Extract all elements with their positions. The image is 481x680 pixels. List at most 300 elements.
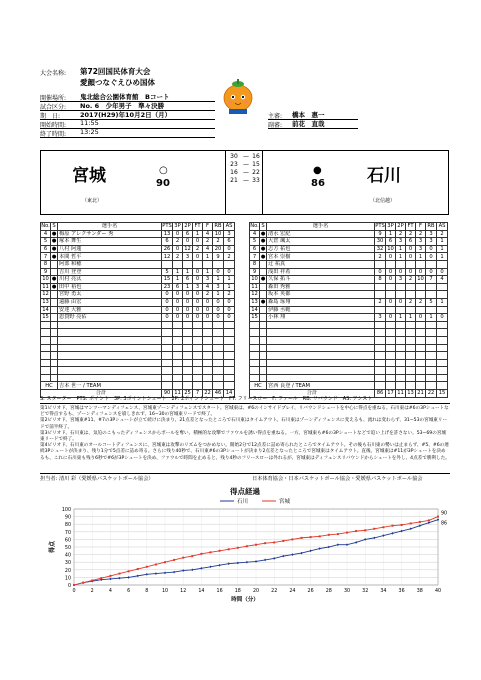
- away-player-row: [250, 230, 448, 238]
- away-total-cell: 17: [387, 390, 394, 397]
- away-cell: [426, 283, 437, 291]
- away-cell: 0: [396, 268, 406, 276]
- away-cell: [386, 291, 396, 299]
- home-cell: [203, 260, 213, 268]
- away-cell: 伊藤 丞範: [267, 306, 375, 314]
- period-scores-away: [250, 153, 264, 185]
- away-cell: 2: [396, 230, 406, 238]
- data-point-宮城: [382, 526, 384, 528]
- x-tick-label: 8: [145, 589, 149, 594]
- away-cell: [260, 260, 267, 268]
- data-point-宮城: [419, 521, 421, 523]
- home-total-cell: 11: [174, 390, 181, 397]
- home-cell: [213, 260, 224, 268]
- home-cell: 0: [193, 268, 203, 276]
- data-point-石川: [282, 555, 284, 558]
- referee-main-name: 橋本 惠一: [292, 111, 325, 119]
- category-value: No. 6 少年男子 準々決勝: [80, 102, 165, 110]
- home-cell: 0: [173, 291, 183, 299]
- home-player-row: [41, 268, 235, 276]
- away-cell: 0: [416, 268, 426, 276]
- data-point-宮城: [146, 566, 148, 568]
- away-cell: [396, 260, 406, 268]
- x-tick-label: 10: [161, 589, 169, 594]
- away-cell: [406, 260, 416, 268]
- away-cell: 0: [386, 253, 396, 261]
- mascot-logo: [218, 74, 258, 116]
- tournament-label: 大会名称:: [40, 70, 67, 77]
- away-cell: 0: [386, 298, 396, 306]
- home-cell: ●: [51, 238, 57, 245]
- home-cell: 9: [41, 268, 51, 276]
- data-point-宮城: [273, 541, 275, 543]
- home-col-header: AS: [224, 223, 235, 231]
- away-period-3: 22: [252, 169, 260, 176]
- x-tick-label: 28: [325, 589, 332, 594]
- home-cell: 5: [41, 238, 51, 246]
- away-cell: 11: [251, 283, 258, 290]
- summary-q4: 第4ピリオド、石川東のオールコートディフェンスに、宮城東は攻撃のリズムをつかめない。開始2分で12点差に詰め寄られたところでタイムアウト。その後も石川東の勢いは止まらず、#5、#6の連続3Pシュートが決まり、残り1分で5点差に詰め寄る。さらに残り40秒で、石川東#6の3Pシュートが決まり2点差となったところで宮城東はタイムアウト。直後、宮城東は#11が3Pシュートを決めるも、これに石川東も残り6秒で#6が3Pシュートを決め、ファウルで時間を止めると、残り4秒のフリースローは外れるが、宮城東はディフェンスリバウンドからシュートを外し、4点差で勝利した。: [40, 443, 450, 461]
- away-col-header: 選手名: [267, 223, 375, 231]
- home-cell: 7: [41, 253, 51, 261]
- away-cell: 9: [250, 268, 260, 276]
- home-cell: 0: [213, 298, 224, 306]
- away-cell: 1: [437, 253, 448, 261]
- home-player-row: [41, 291, 235, 299]
- away-cell: 2: [406, 230, 416, 238]
- home-blank-row: [41, 321, 235, 329]
- away-cell: 1: [437, 245, 448, 253]
- home-cell: 1: [183, 268, 193, 276]
- away-col-header: AS: [437, 223, 448, 231]
- home-cell: 0: [183, 314, 193, 322]
- away-cell: [396, 283, 406, 291]
- data-point-宮城: [219, 550, 221, 552]
- away-cell: 6: [386, 238, 396, 246]
- y-tick-label: 20: [64, 568, 71, 574]
- home-cell: 塚本 舞生: [58, 238, 162, 246]
- away-cell: 1: [437, 238, 448, 246]
- home-cell: 本間 哲平: [58, 253, 162, 261]
- away-cell: 0: [426, 253, 437, 261]
- data-point-石川: [391, 532, 393, 535]
- y-tick-label: 10: [64, 576, 71, 582]
- away-cell: 浅田 祥希: [267, 268, 375, 276]
- home-cell: 0: [193, 291, 203, 299]
- home-col-header: PTS: [162, 223, 172, 230]
- away-cell: [437, 306, 448, 314]
- home-blank-row: [41, 374, 235, 382]
- away-cell: 1: [396, 314, 406, 322]
- home-cell: [162, 260, 173, 268]
- home-player-row: [41, 230, 235, 238]
- data-point-宮城: [91, 579, 93, 581]
- home-cell: 0: [224, 314, 235, 322]
- home-cell: 3: [193, 283, 203, 291]
- data-point-宮城: [228, 548, 230, 550]
- home-cell: 0: [193, 238, 203, 246]
- x-tick-label: 0: [72, 589, 76, 594]
- away-cell: [260, 268, 267, 276]
- away-blank-row: [250, 336, 448, 344]
- home-cell: ●: [51, 253, 57, 260]
- away-cell: 3: [426, 238, 437, 246]
- home-cell: 13: [42, 299, 49, 306]
- home-coach-row: [41, 382, 235, 390]
- data-point-宮城: [164, 561, 166, 563]
- data-point-宮城: [410, 522, 412, 524]
- data-point-宮城: [337, 533, 339, 535]
- home-total-label: 合計: [41, 390, 162, 398]
- x-tick-label: 32: [362, 589, 369, 594]
- home-cell: [224, 260, 235, 268]
- home-cell: 八村 阿蓮: [58, 245, 162, 253]
- data-point-宮城: [200, 553, 202, 555]
- x-tick-label: 16: [216, 589, 223, 594]
- away-cell: 3: [375, 314, 386, 322]
- away-col-header: PTS: [375, 223, 385, 230]
- data-point-宮城: [73, 584, 75, 586]
- home-hc-name: 吉本 世一 / TEAM: [58, 382, 162, 390]
- home-cell: 0: [183, 298, 193, 306]
- data-point-宮城: [355, 530, 357, 532]
- home-cell: 0: [224, 245, 235, 253]
- tournament-name: 第72回国民体育大会: [80, 67, 151, 76]
- away-coach-row: [250, 382, 448, 390]
- away-col-header: RB: [427, 223, 435, 230]
- away-cell: [437, 283, 448, 291]
- home-cell: 0: [193, 253, 203, 261]
- score-progress-chart: [40, 485, 450, 615]
- home-cell: 3: [224, 230, 235, 238]
- away-cell: 3: [416, 245, 426, 253]
- away-cell: 大倉 颯太: [267, 238, 375, 246]
- away-total-cell: 86: [375, 390, 386, 398]
- away-cell: 8: [375, 276, 386, 284]
- data-point-石川: [437, 518, 439, 521]
- data-point-石川: [228, 562, 230, 565]
- away-cell: 清水 宏紀: [267, 230, 375, 238]
- x-axis-label: 時間（分）: [231, 597, 259, 603]
- away-cell: 32: [375, 245, 386, 253]
- home-cell: 3: [203, 276, 213, 284]
- away-blank-row: [250, 352, 448, 360]
- home-cell: 0: [162, 298, 173, 306]
- data-point-石川: [337, 543, 339, 546]
- away-cell: 13: [251, 299, 258, 306]
- home-cell: 10: [213, 230, 224, 238]
- away-cell: 8: [250, 260, 260, 268]
- away-cell: [396, 291, 406, 299]
- away-cell: [406, 306, 416, 314]
- data-point-石川: [328, 546, 330, 549]
- away-player-row: [250, 276, 448, 284]
- away-team-name: 石川: [367, 166, 401, 186]
- home-player-row: [41, 276, 235, 284]
- away-cell: 0: [386, 314, 396, 322]
- dash: —: [243, 169, 249, 176]
- data-point-宮城: [301, 537, 303, 539]
- away-cell: 森田 秀雅: [267, 283, 375, 291]
- away-total-score: 86: [311, 178, 325, 189]
- home-cell: 0: [203, 314, 213, 322]
- home-cell: 1: [213, 276, 224, 284]
- home-cell: 0: [183, 238, 193, 246]
- data-point-宮城: [210, 551, 212, 553]
- data-point-石川: [191, 569, 193, 572]
- home-blank-row: [41, 359, 235, 367]
- home-cell: 3: [183, 253, 193, 261]
- home-blank-row: [41, 336, 235, 344]
- x-tick-label: 6: [127, 589, 131, 594]
- home-cell: 15: [42, 314, 49, 321]
- away-cell: ●: [260, 230, 266, 237]
- away-blank-row: [250, 374, 448, 382]
- home-cell: 田中 裕也: [58, 283, 162, 291]
- data-point-宮城: [173, 559, 175, 561]
- data-point-宮城: [119, 573, 121, 575]
- data-point-宮城: [364, 529, 366, 531]
- home-cell: 2: [224, 291, 235, 299]
- away-cell: 辻 祐真: [267, 260, 375, 268]
- away-col-header: No.: [250, 223, 259, 230]
- home-player-row: [41, 306, 235, 314]
- away-cell: [260, 283, 267, 291]
- data-point-石川: [137, 575, 139, 578]
- data-point-石川: [273, 557, 275, 560]
- x-tick-label: 36: [398, 589, 405, 594]
- away-cell: [375, 291, 386, 299]
- away-cell: 森島 琢翔: [267, 298, 375, 306]
- home-cell: 0: [173, 306, 183, 314]
- home-total-cell: 90: [162, 390, 173, 398]
- x-tick-label: 14: [198, 589, 205, 594]
- home-cell: 1: [203, 268, 213, 276]
- data-point-石川: [164, 572, 166, 575]
- end-label-宮城: 90: [441, 511, 448, 517]
- away-cell: 久保 拓斗: [267, 276, 375, 284]
- away-player-row: [250, 298, 448, 306]
- data-point-石川: [382, 534, 384, 537]
- data-point-石川: [428, 521, 430, 524]
- away-cell: 2: [406, 276, 416, 284]
- y-tick-label: 0: [67, 584, 71, 589]
- home-cell: 0: [224, 298, 235, 306]
- home-cell: [51, 306, 58, 314]
- home-cell: 11: [42, 283, 49, 290]
- home-blank-row: [41, 367, 235, 375]
- data-point-石川: [309, 550, 311, 553]
- away-cell: 宮本 崇樹: [267, 253, 375, 261]
- data-point-石川: [246, 561, 248, 564]
- away-cell: 0: [386, 276, 396, 284]
- away-cell: [260, 306, 267, 314]
- away-cell: 2: [416, 230, 426, 238]
- away-cell: 15: [251, 314, 258, 321]
- away-player-row: [250, 291, 448, 299]
- away-total-cell: 13: [407, 390, 414, 397]
- away-cell: 1: [416, 253, 426, 261]
- away-cell: ●: [260, 276, 266, 283]
- home-cell: 20: [213, 245, 224, 253]
- dash: —: [243, 177, 249, 184]
- chart-title: 得点経過: [230, 487, 260, 496]
- home-cell: ●: [51, 283, 57, 290]
- data-point-石川: [264, 559, 266, 562]
- away-cell: 2: [375, 298, 386, 306]
- period-dashes: [240, 153, 250, 185]
- away-cell: 2: [437, 230, 448, 238]
- home-cell: 0: [193, 306, 203, 314]
- away-cell: 14: [251, 306, 258, 313]
- home-blank-row: [41, 352, 235, 360]
- away-cell: [437, 260, 448, 268]
- referee-main-label: 主審:: [268, 113, 283, 120]
- away-cell: 0: [396, 298, 406, 306]
- y-tick-label: 50: [64, 546, 71, 551]
- data-point-宮城: [109, 575, 111, 577]
- away-cell: 10: [417, 276, 424, 283]
- data-point-宮城: [264, 542, 266, 544]
- summary-q2: 第2ピリオド、宮城東#11、#7の3Pシュートが立て続けに決まり、21点差となったところで石川東はタイムアウト。石川東はゾーンディフェンスに変えるも、流れは変わらず、31−53の宮城東リードで前半終了。: [40, 418, 448, 430]
- away-player-row: [250, 253, 448, 261]
- data-point-石川: [346, 543, 348, 546]
- home-col-header: No.: [41, 223, 50, 230]
- away-cell: 2: [375, 253, 386, 261]
- away-col-header: 3P: [387, 223, 394, 230]
- home-cell: 6: [173, 283, 183, 291]
- away-col-header: FT: [407, 223, 414, 230]
- y-tick-label: 90: [64, 515, 71, 521]
- home-team-region: （東北）: [82, 198, 103, 204]
- home-cell: 2: [173, 238, 183, 246]
- end-time-value: 13:25: [80, 128, 99, 136]
- away-cell: 1: [406, 314, 416, 322]
- home-col-header: F: [203, 223, 213, 231]
- home-player-row: [41, 245, 235, 253]
- home-cell: 26: [162, 245, 173, 253]
- home-cell: 6: [183, 230, 193, 238]
- away-total-cell: 11: [397, 390, 404, 397]
- home-cell: 0: [213, 268, 224, 276]
- data-point-宮城: [237, 547, 239, 549]
- away-cell: 0: [406, 268, 416, 276]
- away-blank-row: [250, 329, 448, 337]
- away-cell: [426, 291, 437, 299]
- home-cell: 1: [213, 291, 224, 299]
- away-cell: 1: [386, 230, 396, 238]
- data-point-宮城: [246, 545, 248, 547]
- away-player-row: [250, 306, 448, 314]
- away-cell: [416, 291, 426, 299]
- away-hc-name: 宮西 良登 / TEAM: [267, 382, 375, 390]
- home-cell: [51, 298, 58, 306]
- date-label: 期 日:: [40, 113, 61, 120]
- home-player-row: [41, 253, 235, 261]
- away-stats-table: [249, 222, 448, 398]
- away-cell: [406, 283, 416, 291]
- home-col-header: 2P: [184, 223, 191, 230]
- away-cell: [416, 260, 426, 268]
- home-cell: 宮野 勇太: [58, 291, 162, 299]
- away-cell: 7: [250, 253, 260, 261]
- home-total-cell: 7: [193, 390, 203, 398]
- home-cell: 12: [42, 291, 49, 298]
- away-player-row: [250, 260, 448, 268]
- home-player-row: [41, 298, 235, 306]
- away-cell: 2: [406, 298, 416, 306]
- home-col-header: FT: [194, 223, 201, 230]
- data-point-宮城: [291, 538, 293, 540]
- data-point-石川: [218, 564, 220, 567]
- home-cell: [51, 260, 58, 268]
- home-cell: 5: [162, 268, 173, 276]
- x-tick-label: 22: [271, 589, 278, 594]
- away-cell: [416, 283, 426, 291]
- away-cell: 3: [396, 238, 406, 246]
- referee-sub-label: 副審:: [268, 122, 283, 129]
- away-cell: 9: [375, 230, 386, 238]
- home-cell: [173, 260, 183, 268]
- home-player-row: [41, 238, 235, 246]
- away-cell: [396, 306, 406, 314]
- home-cell: 4: [41, 230, 51, 238]
- start-time-value: 11:55: [80, 119, 99, 127]
- home-cell: 安達 大雅: [58, 306, 162, 314]
- away-cell: 5: [250, 238, 260, 246]
- away-cell: [260, 291, 267, 299]
- data-point-宮城: [137, 568, 139, 570]
- home-cell: 0: [224, 268, 235, 276]
- away-cell: 2: [416, 298, 426, 306]
- home-cell: 1: [193, 230, 203, 238]
- home-cell: 4: [203, 283, 213, 291]
- away-cell: 1: [396, 245, 406, 253]
- away-col-header: 2P: [397, 223, 404, 230]
- away-cell: 4: [250, 230, 260, 238]
- away-cell: [426, 260, 437, 268]
- away-cell: [426, 306, 437, 314]
- dash: —: [243, 161, 249, 168]
- data-point-石川: [364, 538, 366, 541]
- data-point-石川: [355, 541, 357, 544]
- home-total-cell: 46: [213, 390, 224, 398]
- dash: —: [243, 153, 249, 160]
- footer-organizers: 日本体育協会・日本バスケットボール協会・愛媛県バスケットボール協会: [252, 476, 423, 482]
- away-cell: 0: [426, 245, 437, 253]
- away-cell: [375, 260, 386, 268]
- away-player-row: [250, 283, 448, 291]
- home-cell: 2: [173, 253, 183, 261]
- data-point-石川: [146, 573, 148, 576]
- home-total-score: 90: [156, 178, 170, 189]
- away-cell: 0: [426, 268, 437, 276]
- away-cell: 0: [437, 268, 448, 276]
- x-tick-label: 40: [434, 589, 442, 594]
- home-player-row: [41, 260, 235, 268]
- away-blank-row: [250, 359, 448, 367]
- away-total-cell: 21: [417, 390, 424, 397]
- x-tick-label: 4: [108, 589, 112, 594]
- home-cell: 恩賀野 亮佑: [58, 314, 162, 322]
- data-point-宮城: [346, 532, 348, 534]
- home-cell: [51, 268, 58, 276]
- end-label-石川: 86: [441, 521, 448, 527]
- away-cell: [375, 306, 386, 314]
- data-point-石川: [200, 567, 202, 570]
- away-cell: 3: [416, 238, 426, 246]
- home-cell: 2: [203, 291, 213, 299]
